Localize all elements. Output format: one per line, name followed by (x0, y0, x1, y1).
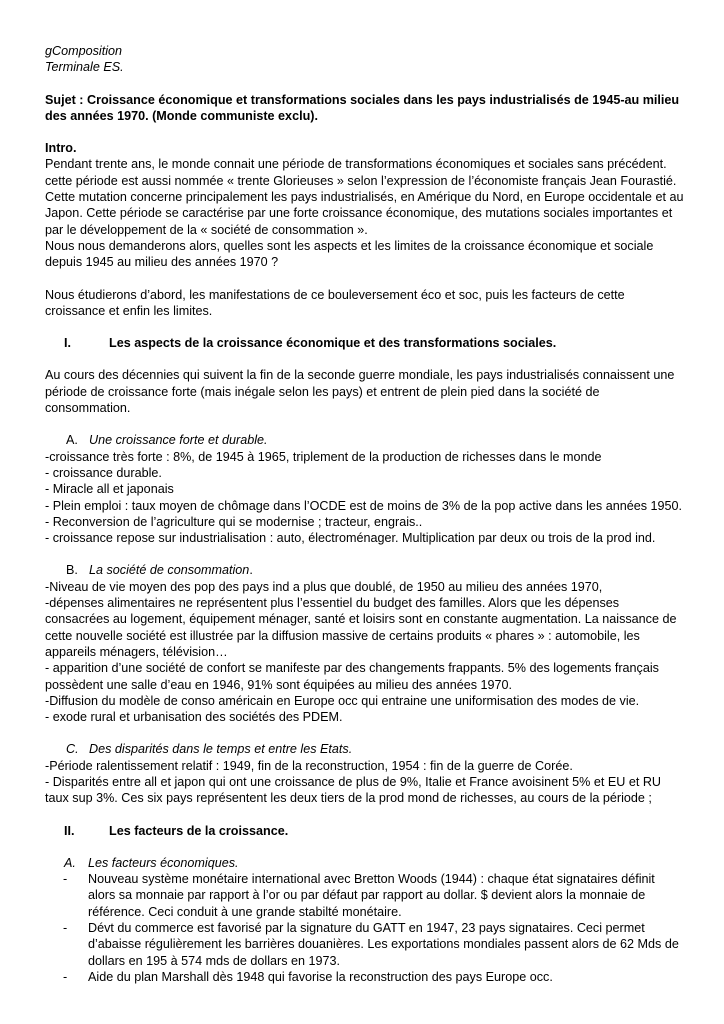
section-1c-number: C. (66, 742, 79, 757)
part-1-number: I. (64, 336, 71, 351)
section-1b-title: La société de consommation (89, 563, 250, 578)
section-1b-line: -Diffusion du modèle de conso américain en Europe occ qui entraine une uniformisation des modes de vie. (45, 693, 640, 708)
section-1a-line: - croissance durable. (45, 465, 162, 480)
section-1c-line: -Période ralentissement relatif : 1949, fin de la reconstruction, 1954 : fin de la guerre de Corée. (45, 758, 573, 773)
part-1-title: Les aspects de la croissance économique et des transformations sociales. (109, 336, 557, 351)
section-2a-number: A. (64, 855, 76, 870)
list-item (45, 871, 685, 920)
document-page (45, 43, 685, 985)
section-1a-heading (45, 432, 685, 448)
section-1c-line: - Disparités entre all et japon qui ont une croissance de plus de 9%, Italie et France avoisinent 5% et EU et RU taux sup 3%. Ces six pays représentent les deux tiers de la prod mond de richesses, au cours de la période ; (45, 774, 662, 806)
intro-paragraph-2: Nous nous demanderons alors, quelles sont les aspects et les limites de la croissance économique et sociale depuis 1945 au milieu des années 1970 ? (45, 238, 654, 270)
section-2a-heading (45, 855, 685, 871)
bullet-dash: - (63, 921, 68, 936)
section-2a-title: Les facteurs économiques. (88, 855, 239, 870)
section-1b-number: B. (66, 563, 78, 578)
section-1a-line: - Miracle all et japonais (45, 482, 174, 497)
part-2-heading (45, 823, 685, 839)
list-item (45, 920, 685, 969)
section-1a-line: - Plein emploi : taux moyen de chômage dans l’OCDE est de moins de 3% de la pop active dans les années 1950. (45, 498, 683, 513)
section-1b-heading (45, 562, 685, 578)
section-1b-line: -Niveau de vie moyen des pop des pays ind a plus que doublé, de 1950 au milieu des années 1970, (45, 579, 603, 594)
part-2-number: II. (64, 823, 75, 838)
section-1a-title: Une croissance forte et durable. (89, 433, 268, 448)
list-item-text: Nouveau système monétaire international avec Bretton Woods (1944) : chaque état signataires définit alors sa monnaie par rapport à l’or ou par défaut par rapport au dollar. $ devient alors la monnaie de référence. Ceci conduit à une grande stabilté monétaire. (88, 872, 655, 919)
header-line-2: Terminale ES. (45, 60, 124, 75)
section-1a-line: - Reconversion de l’agriculture qui se modernise ; tracteur, engrais.. (45, 514, 423, 529)
list-item (45, 969, 685, 985)
bullet-dash: - (63, 872, 68, 887)
bullet-dash: - (63, 969, 68, 984)
intro-title: Intro. (45, 141, 77, 156)
intro-paragraph-1: Pendant trente ans, le monde connait une période de transformations économiques et sociales sans précédent. cette période est aussi nommée « trente Glorieuses » selon l’expression de l’économiste français Jean Fourastié. Cette mutation concerne principalement les pays industrialisés, en Amérique du Nord, en Europe occidentale et au Japon. Cette période se caractérise par une forte croissance économique, des mutations sociales importantes et par le développement de la « société de consommation ». (45, 157, 684, 237)
section-1b-line: - apparition d’une société de confort se manifeste par des changements frappants. 5% des logements français possèdent une salle d’eau en 1946, 91% sont équipées au milieu des années 1970. (45, 661, 659, 692)
part-1-intro: Au cours des décennies qui suivent la fin de la seconde guerre mondiale, les pays industrialisés connaissent une période de croissance forte (mais inégale selon les pays) et entrent de plein pied dans la société de consommation. (45, 368, 675, 416)
section-1a-line: -croissance très forte : 8%, de 1945 à 1965, triplement de la production de richesses dans le monde (45, 449, 602, 464)
header-line-1: gComposition (45, 44, 123, 58)
section-1a-number: A. (66, 433, 78, 448)
part-1-heading (45, 335, 685, 351)
subject: Sujet : Croissance économique et transformations sociales dans les pays industrialisés de 1945-au milieu des années 1970. (Monde communiste exclu). (45, 92, 680, 123)
section-1a-line: - croissance repose sur industrialisation : auto, électroménager. Multiplication par deux ou trois de la prod ind. (45, 531, 656, 546)
intro-paragraph-3: Nous étudierons d’abord, les manifestations de ce bouleversement éco et soc, puis les facteurs de cette croissance et enfin les limites. (45, 287, 625, 318)
part-2-title: Les facteurs de la croissance. (109, 823, 289, 838)
section-1c-title: Des disparités dans le temps et entre les Etats. (89, 742, 353, 757)
section-1b-title-end: . (249, 563, 253, 578)
list-item-text: Aide du plan Marshall dès 1948 qui favorise la reconstruction des pays Europe occ. (88, 969, 553, 984)
section-1b-line: - exode rural et urbanisation des sociétés des PDEM. (45, 710, 343, 725)
section-1c-heading (45, 741, 685, 757)
list-item-text: Dévt du commerce est favorisé par la signature du GATT en 1947, 23 pays signataires. Ceci permet d’abaisse régulièrement les barrières douanières. Les exportations mondiales passent alors de 62 Mds de dollars en 195 à 574 mds de dollars en 1973. (88, 921, 679, 968)
section-1b-line: -dépenses alimentaires ne représentent plus l’essentiel du budget des familles. Alors que les dépenses consacrées au logement, équipement ménager, santé et loisirs sont en constante augmentation. La naissance de cette nouvelle société est illustrée par la diffusion massive de certains produits « phares » : automobile, les appareils ménagers, télévision… (45, 596, 677, 659)
